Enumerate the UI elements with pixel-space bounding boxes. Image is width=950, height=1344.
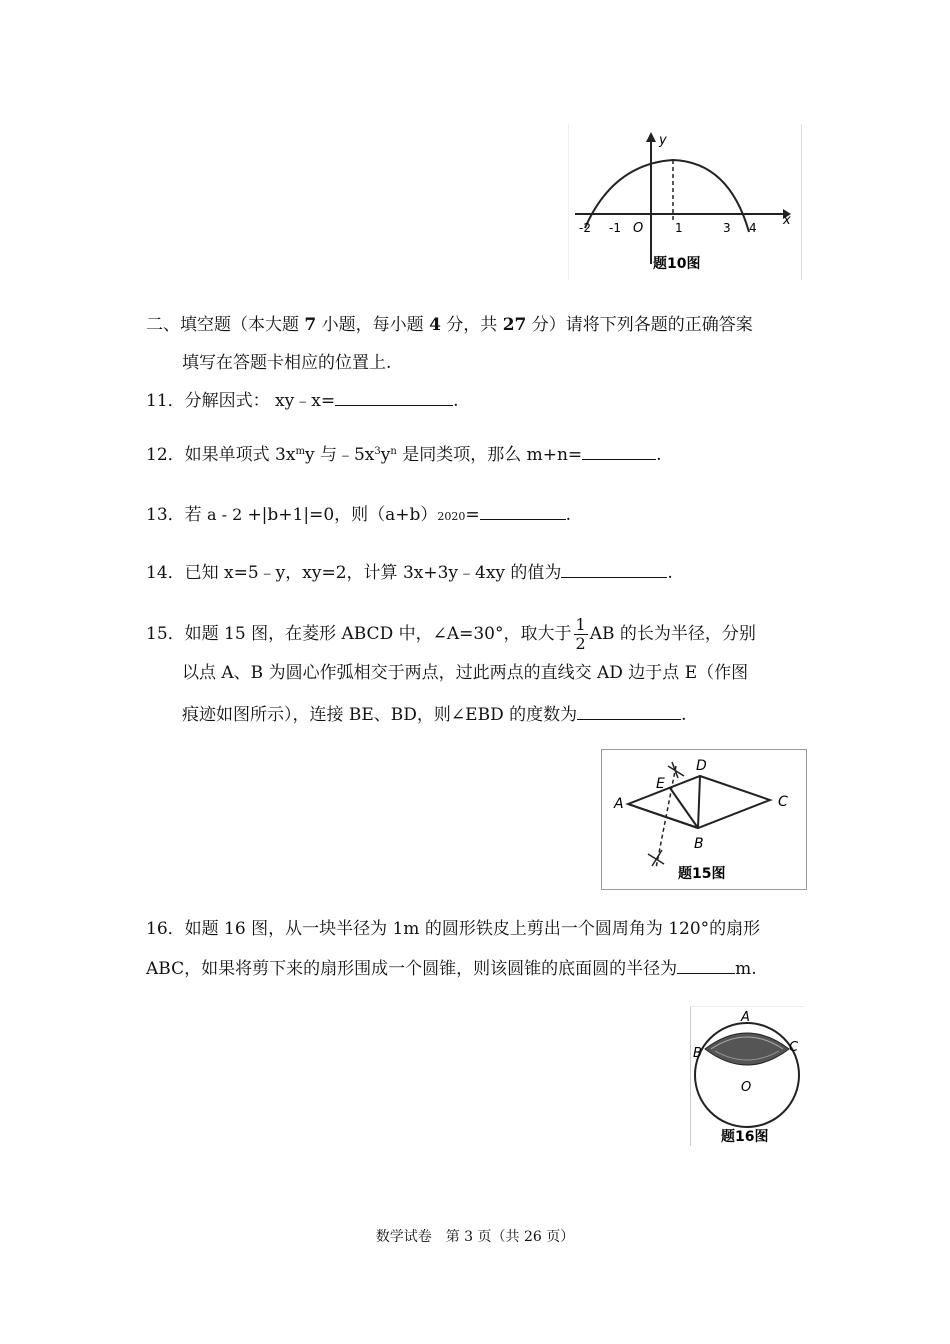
figure-16-graph <box>691 1007 805 1146</box>
question-14 <box>146 560 673 584</box>
figure-caption: 题16图 <box>721 1129 769 1145</box>
question-text: ABC，如果将剪下来的扇形围成一个圆锥，则该圆锥的底面圆的半径为 <box>146 959 678 979</box>
question-end: m. <box>735 959 757 979</box>
fraction-denominator: 2 <box>575 634 586 653</box>
question-15-line3 <box>182 702 687 726</box>
question-16-line2 <box>146 956 757 980</box>
fraction-numerator: 1 <box>575 615 586 634</box>
answer-blank[interactable] <box>582 442 656 460</box>
figure-15 <box>601 749 807 890</box>
abs-expression: a - 2 <box>207 505 248 524</box>
fraction <box>574 616 588 653</box>
question-15-line2: 以点 A、B 为圆心作弧相交于两点，过此两点的直线交 AD 边于点 E（作图 <box>182 663 749 683</box>
question-text: 11．分解因式： xy﹣x= <box>146 391 336 411</box>
question-12 <box>146 442 662 466</box>
y-axis-label: y <box>659 133 667 148</box>
figure-10 <box>568 124 802 280</box>
figure-15-graph <box>602 750 806 889</box>
question-text: y <box>380 445 391 465</box>
point-label: D <box>696 758 707 774</box>
question-text: 13．若 <box>146 505 208 525</box>
question-end: . <box>453 391 459 411</box>
tick-label: 3 <box>723 221 731 235</box>
heading-text: 分，共 <box>446 315 498 335</box>
section-heading <box>146 314 753 336</box>
point-label: C <box>789 1040 799 1055</box>
answer-blank[interactable] <box>677 956 735 974</box>
question-text: 12．如果单项式 3x <box>146 445 296 465</box>
point-label: A <box>741 1010 750 1025</box>
figure-caption: 题15图 <box>678 866 726 882</box>
point-label: B <box>694 836 704 852</box>
score-each: 4 <box>429 315 441 335</box>
page-footer: 数学试卷 第 3 页（共 26 页） <box>375 1229 575 1245</box>
point-label: B <box>693 1046 702 1061</box>
answer-blank[interactable] <box>335 388 453 406</box>
answer-blank[interactable] <box>561 560 667 578</box>
question-end: . <box>656 445 662 465</box>
section-heading-line2: 填写在答题卡相应的位置上. <box>182 353 392 373</box>
exponent: 2020 <box>437 510 466 523</box>
tick-label: -2 <box>579 221 591 235</box>
heading-text: 小题，每小题 <box>321 315 424 335</box>
score-total: 27 <box>502 315 527 335</box>
point-label: E <box>656 776 665 792</box>
exponent: m <box>295 446 305 457</box>
answer-blank[interactable] <box>480 502 566 520</box>
point-label: C <box>778 794 788 810</box>
answer-blank[interactable] <box>577 702 681 720</box>
x-axis-label: x <box>783 213 791 228</box>
question-end: . <box>565 505 572 525</box>
tick-label: 4 <box>749 221 757 235</box>
point-label: A <box>614 796 624 812</box>
point-label: O <box>741 1080 752 1095</box>
tick-label: 1 <box>675 221 683 235</box>
question-text: y 与﹣5x <box>304 445 375 465</box>
question-11 <box>146 388 458 412</box>
question-text: +|b+1|=0，则（a+b） <box>247 505 438 525</box>
question-text: 15．如题 15 图，在菱形 ABCD 中，∠A=30°，取大于 <box>146 624 572 644</box>
tick-label: -1 <box>609 221 621 235</box>
heading-text: 分）请将下列各题的正确答案 <box>531 315 753 335</box>
figure-16 <box>690 1006 805 1146</box>
heading-text: 二、填空题（本大题 <box>146 315 299 335</box>
question-end: . <box>667 563 673 583</box>
exponent: 3 <box>374 446 381 457</box>
origin-label: O <box>633 221 644 236</box>
question-end: . <box>681 705 687 725</box>
question-16-line1: 16．如题 16 图，从一块半径为 1m 的圆形铁皮上剪出一个圆周角为 120°的扇形 <box>146 919 761 939</box>
question-text: = <box>465 505 480 525</box>
question-13 <box>146 502 571 528</box>
question-text: AB 的长为半径，分别 <box>589 624 756 644</box>
figure-10-graph <box>569 124 801 280</box>
question-text: 是同类项，那么 m+n= <box>396 445 583 465</box>
question-text: 14．已知 x=5﹣y，xy=2，计算 3x+3y﹣4xy 的值为 <box>146 563 562 583</box>
question-count: 7 <box>304 315 317 335</box>
question-15-line1 <box>146 614 756 654</box>
question-text: 痕迹如图所示），连接 BE、BD，则∠EBD 的度数为 <box>182 705 578 725</box>
figure-caption: 题10图 <box>653 256 701 272</box>
exponent: n <box>390 446 397 457</box>
